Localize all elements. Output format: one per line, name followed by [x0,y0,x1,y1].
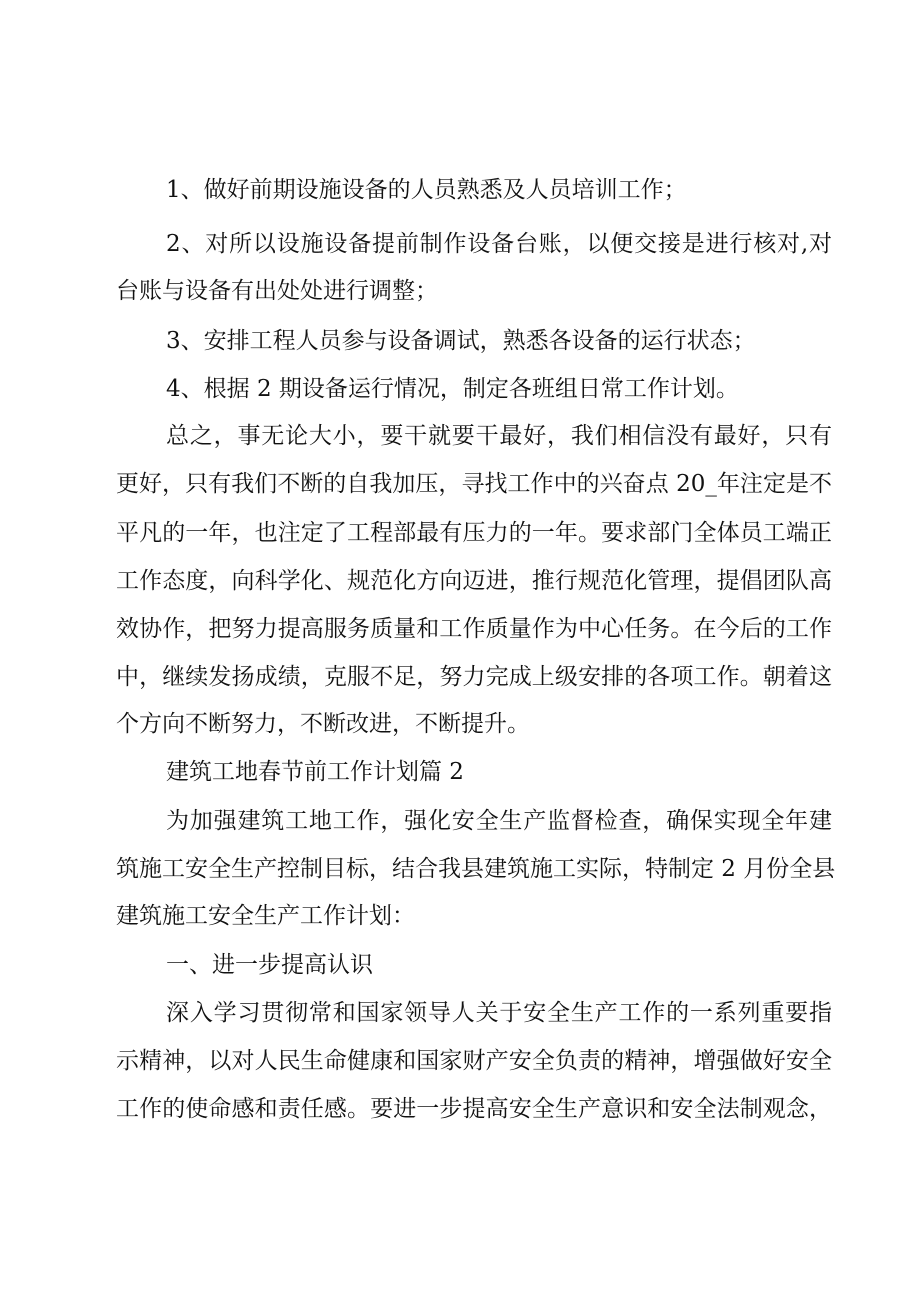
summary-paragraph-line-7: 个方向不断努力，不断改进，不断提升。 [116,711,530,737]
summary-paragraph-line-5: 效协作，把努力提高服务质量和工作质量作为中心任务。在今后的工作 [116,616,832,642]
list-item-4: 4、根据 2 期设备运行情况，制定各班组日常工作计划。 [166,376,739,402]
list-item-1: 1、做好前期设施设备的人员熟悉及人员培训工作； [166,177,687,203]
list-item-2-line-2: 台账与设备有出处处进行调整； [116,278,438,304]
body-paragraph-line-3: 工作的使命感和责任感。要进一步提高安全生产意识和安全法制观念， [116,1096,832,1122]
summary-paragraph-line-3: 平凡的一年，也注定了工程部最有压力的一年。要求部门全体员工端正 [116,520,832,546]
body-paragraph-line-2: 示精神，以对人民生命健康和国家财产安全负责的精神，增强做好安全 [116,1048,832,1074]
subsection-heading: 一、进一步提高认识 [166,952,373,978]
summary-paragraph-line-2: 更好，只有我们不断的自我加压，寻找工作中的兴奋点 20_年注定是不 [116,471,832,497]
intro-paragraph-line-2: 筑施工安全生产控制目标，结合我县建筑施工实际，特制定 2 月份全县 [116,856,836,882]
intro-paragraph-line-1: 为加强建筑工地工作，强化安全生产监督检查，确保实现全年建 [166,808,832,834]
summary-paragraph-line-4: 工作态度，向科学化、规范化方向迈进，推行规范化管理，提倡团队高 [116,568,832,594]
list-item-2-line-1: 2、对所以设施设备提前制作设备台账，以便交接是进行核对,对 [166,231,832,257]
summary-paragraph-line-1: 总之，事无论大小，要干就要干最好，我们相信没有最好，只有 [166,423,832,449]
list-item-3: 3、安排工程人员参与设备调试，熟悉各设备的运行状态； [166,328,756,354]
summary-paragraph-line-6: 中，继续发扬成绩，克服不足，努力完成上级安排的各项工作。朝着这 [116,664,832,690]
body-paragraph-line-1: 深入学习贯彻常和国家领导人关于安全生产工作的一系列重要指 [166,1000,832,1026]
intro-paragraph-line-3: 建筑施工安全生产工作计划： [116,903,415,929]
section-heading: 建筑工地春节前工作计划篇 2 [166,759,464,785]
